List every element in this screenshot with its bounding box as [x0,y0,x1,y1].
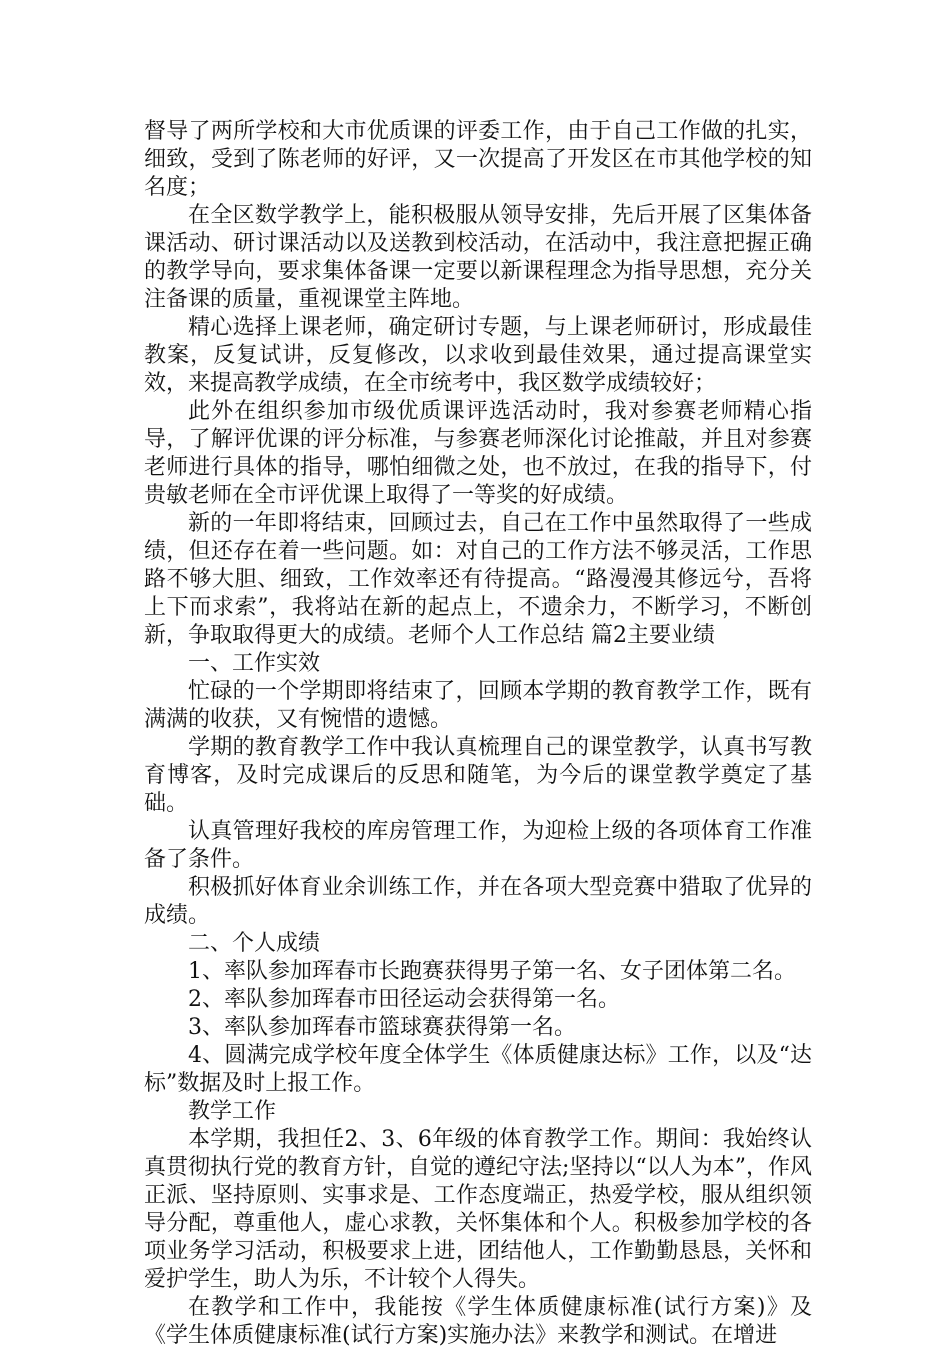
paragraph: 新的一年即将结束，回顾过去，自己在工作中虽然取得了一些成绩，但还存在着一些问题。如：对自己的工作方法不够灵活，工作思路不够大胆、细致，工作效率还有待提高。“路漫漫其修远兮，吾将上下而求索”，我将站在新的起点上，不遗余力，不断学习，不断创新，争取取得更大的成绩。老师个人工作总结 篇2主要业绩 [144,511,812,648]
section-heading: 一、工作实效 [188,651,321,676]
paragraph: 在全区数学教学上，能积极服从领导安排，先后开展了区集体备课活动、研讨课活动以及送教到校活动，在活动中，我注意把握正确的教学导向，要求集体备课一定要以新课程理念为指导思想，充分关注备课的质量，重视课堂主阵地。 [144,203,812,312]
paragraph: 学期的教育教学工作中我认真梳理自己的课堂教学，认真书写教育博客，及时完成课后的反思和随笔，为今后的课堂教学奠定了基础。 [144,735,812,816]
paragraph: 本学期，我担任2、3、6年级的体育教学工作。期间：我始终认真贯彻执行党的教育方针，自觉的遵纪守法;坚持以“以人为本”，作风正派、坚持原则、实事求是、工作态度端正，热爱学校，服从组织领导分配，尊重他人，虚心求教，关怀集体和个人。积极参加学校的各项业务学习活动，积极要求上进，团结他人，工作勤勤恳恳，关怀和爱护学生，助人为乐，不计较个人得失。 [144,1127,812,1292]
list-item: 3、率队参加珲春市篮球赛获得第一名。 [188,1015,576,1040]
section-heading: 教学工作 [188,1099,277,1124]
paragraph: 此外在组织参加市级优质课评选活动时，我对参赛老师精心指导，了解评优课的评分标准，与参赛老师深化讨论推敲，并且对参赛老师进行具体的指导，哪怕细微之处，也不放过，在我的指导下，付贵敏老师在全市评优课上取得了一等奖的好成绩。 [144,399,812,508]
paragraph: 精心选择上课老师，确定研讨专题，与上课老师研讨，形成最佳教案，反复试讲，反复修改，以求收到最佳效果，通过提高课堂实效，来提高教学成绩，在全市统考中，我区数学成绩较好； [144,315,812,396]
paragraph: 在教学和工作中，我能按《学生体质健康标准(试行方案)》及《学生体质健康标准(试行方案)实施办法》来教学和测试。在增进 [144,1295,812,1348]
paragraph: 忙碌的一个学期即将结束了，回顾本学期的教育教学工作，既有满满的收获，又有惋惜的遗憾。 [144,679,812,732]
paragraph: 认真管理好我校的库房管理工作，为迎检上级的各项体育工作准备了条件。 [144,819,812,872]
paragraph: 积极抓好体育业余训练工作，并在各项大型竞赛中猎取了优异的成绩。 [144,875,812,928]
paragraph: 督导了两所学校和大市优质课的评委工作，由于自己工作做的扎实，细致，受到了陈老师的好评，又一次提高了开发区在市其他学校的知名度； [144,119,812,200]
document-body [144,118,812,1350]
list-item: 1、率队参加珲春市长跑赛获得男子第一名、女子团体第二名。 [188,959,796,984]
list-item: 2、率队参加珲春市田径运动会获得第一名。 [188,987,620,1012]
list-item: 4、圆满完成学校年度全体学生《体质健康达标》工作，以及“达标”数据及时上报工作。 [144,1043,812,1096]
section-heading: 二、个人成绩 [188,931,321,956]
